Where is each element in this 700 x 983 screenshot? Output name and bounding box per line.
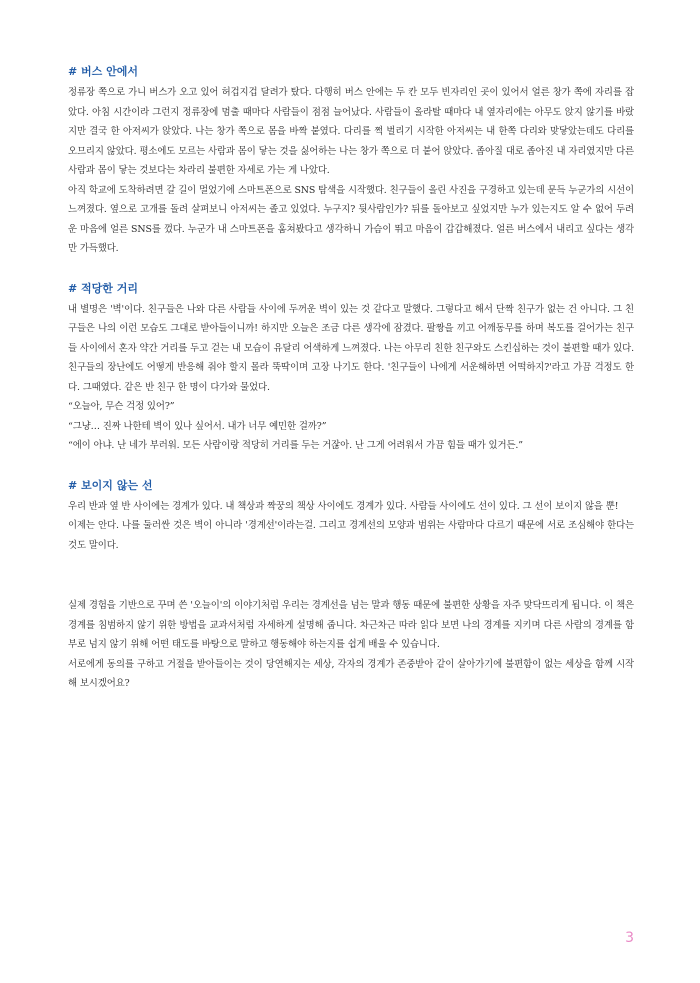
section-heading: # 적당한 거리 bbox=[68, 281, 139, 295]
section-heading: # 버스 안에서 bbox=[68, 65, 139, 78]
paragraph: 내 별명은 '벽'이다. 친구들은 나와 다른 사람들 사이에 두꺼운 벽이 있는 것 같다고 말했다. 그렇다고 해서 단짝 친구가 없는 건 아니다. 그 친구들은 나의 이런 모습도 그대로 받아들이니까! 하지만 오늘은 조금 다른 생각에 잠겼다. 팔짱을 끼고 어깨동무를 하며 복도를 걸어가는 친구들 사이에서 혼자 약간 거리를 두고 걷는 내 모습이 유달리 어색하게 느껴졌다. 나는 아무리 친한 친구와도 스킨십하는 것이 불편할 때가 있다. 친구들의 장난에도 어떻게 반응해 줘야 할지 몰라 뚝딱이며 고장 나기도 한다. '친구들이 나에게 서운해하면 어떡하지?'라고 가끔 걱정도 한다. 그때였다. 같은 반 친구 한 명이 다가와 물었다. bbox=[68, 303, 634, 393]
closing-text bbox=[68, 596, 634, 694]
paragraph: 실제 경험을 기반으로 꾸며 쓴 '오늘이'의 이야기처럼 우리는 경계선을 넘는 말과 행동 때문에 불편한 상황을 자주 맞닥뜨리게 됩니다. 이 책은 경계를 침범하지 않기 위한 방법을 교과서처럼 자세하게 설명해 줍니다. 차근차근 따라 읽다 보면 나의 경계를 지키며 다른 사람의 경계를 함부로 넘지 않기 위해 어떤 태도를 바탕으로 말하고 행동해야 하는지를 쉽게 배울 수 있습니다. bbox=[68, 600, 635, 650]
section-on-the-bus bbox=[68, 64, 634, 259]
page-content bbox=[68, 64, 634, 716]
dialogue-line: “그냥… 진짜 나한테 벽이 있나 싶어서. 내가 너무 예민한 걸까?” bbox=[68, 420, 327, 432]
dialogue-line: “오늘아, 무슨 걱정 있어?” bbox=[68, 401, 175, 412]
paragraph: 이제는 안다. 나를 둘러싼 것은 벽이 아니라 '경계선'이라는걸. 그리고 경계선의 모양과 범위는 사람마다 다르기 때문에 서로 조심해야 한다는 것도 말이다. bbox=[68, 520, 634, 551]
dialogue-line: “에이 아냐. 난 네가 부러워. 모든 사람이랑 적당히 거리를 두는 거잖아. 난 그게 어려워서 가끔 힘들 때가 있거든.” bbox=[68, 440, 523, 451]
page-number: 3 bbox=[625, 930, 634, 946]
paragraph: 서로에게 동의를 구하고 거절을 받아들이는 것이 당연해지는 세상, 각자의 경계가 존중받아 같이 살아가기에 불편함이 없는 세상을 함께 시작해 보시겠어요? bbox=[68, 658, 634, 689]
paragraph: 정류장 쪽으로 가니 버스가 오고 있어 허겁지겁 달려가 탔다. 다행히 버스 안에는 두 칸 모두 빈자리인 곳이 있어서 얼른 창가 쪽에 자리를 잡았다. 아침 시간이라 그런지 정류장에 멈출 때마다 사람들이 점점 늘어났다. 사람들이 올라탈 때마다 내 옆자리에는 아무도 앉지 않기를 바랐지만 결국 한 아저씨가 앉았다. 나는 창가 쪽으로 몸을 바짝 붙였다. 다리를 쩍 벌리기 시작한 아저씨는 내 한쪽 다리와 맞닿았는데도 다리를 오므리지 않았다. 평소에도 모르는 사람과 몸이 닿는 것을 싫어하는 나는 창가 쪽으로 더 붙어 앉았다. 좁아질 대로 좁아진 내 자리였지만 다른 사람과 몸이 닿는 것보다는 차라리 불편한 자세로 가는 게 나았다. bbox=[68, 87, 634, 176]
section-invisible-line bbox=[68, 478, 634, 556]
spacer bbox=[68, 577, 634, 596]
paragraph: 아직 학교에 도착하려면 갈 길이 멀었기에 스마트폰으로 SNS 탐색을 시작했다. 친구들이 올린 사진을 구경하고 있는데 문득 누군가의 시선이 느껴졌다. 옆으로 고개를 돌려 살펴보니 아저씨는 졸고 있었다. 누구지? 뒷사람인가? 뒤를 돌아보고 싶었지만 누가 있는지도 알 수 없어 두려운 마음에 얼른 SNS를 껐다. 누군가 내 스마트폰을 훔쳐봤다고 생각하니 가슴이 뛰고 마음이 갑갑해졌다. 얼른 버스에서 내리고 싶다는 생각만 가득했다. bbox=[68, 184, 634, 254]
paragraph: 우리 반과 옆 반 사이에는 경계가 있다. 내 책상과 짝꿍의 책상 사이에도 경계가 있다. 사람들 사이에도 선이 있다. 그 선이 보이지 않을 뿐! bbox=[68, 500, 619, 512]
section-proper-distance bbox=[68, 281, 634, 456]
section-heading: # 보이지 않는 선 bbox=[68, 478, 153, 492]
